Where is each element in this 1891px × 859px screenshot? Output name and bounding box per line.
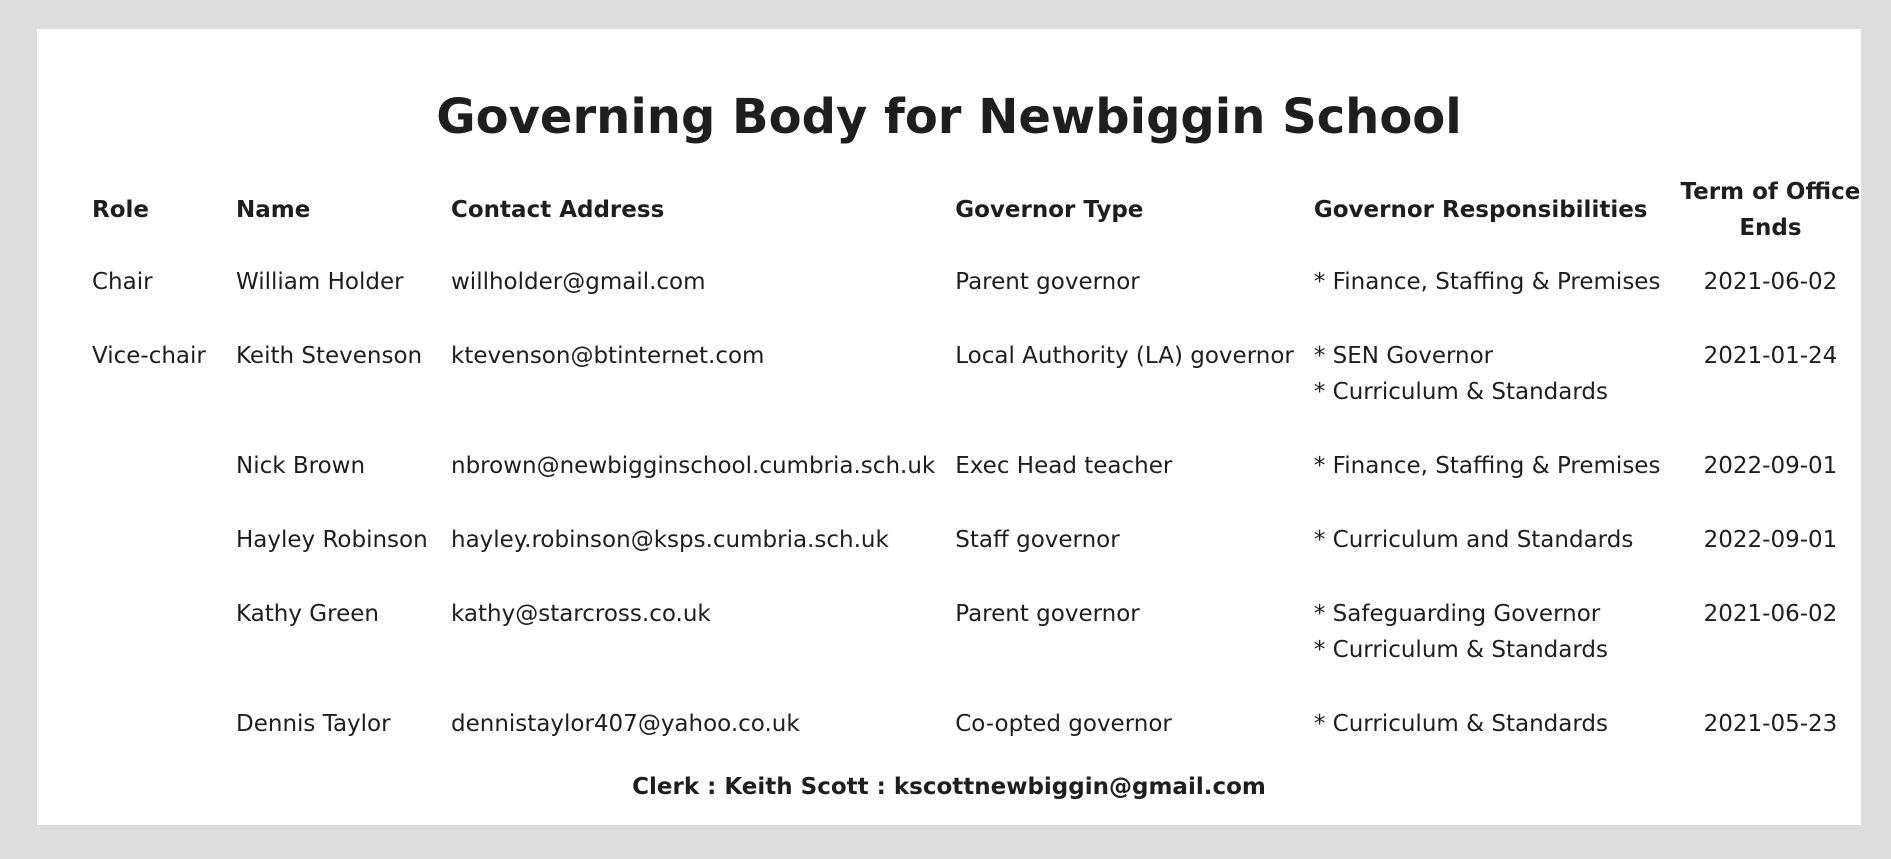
responsibility-item: * Finance, Staffing & Premises (1313, 269, 1661, 295)
page-title: Governing Body for Newbiggin School (436, 89, 1462, 145)
table-row (92, 522, 1860, 596)
cell-contact-address: willholder@gmail.com (451, 269, 706, 295)
cell-role (92, 522, 236, 596)
cell-term-of-office-ends: 2022-09-01 (1703, 527, 1838, 553)
responsibility-item: * Curriculum and Standards (1313, 527, 1634, 553)
cell-name: Keith Stevenson (236, 343, 423, 369)
responsibility-item: * SEN Governor (1313, 343, 1494, 369)
responsibility-item: * Curriculum & Standards (1313, 637, 1608, 663)
cell-name: Kathy Green (236, 601, 379, 627)
cell-governor-type: Parent governor (955, 601, 1140, 627)
cell-term-of-office-ends: 2021-06-02 (1703, 269, 1838, 295)
cell-name: Dennis Taylor (236, 711, 391, 737)
cell-role: Chair (92, 269, 153, 295)
responsibility-item: * Curriculum & Standards (1313, 711, 1608, 737)
responsibility-item: * Safeguarding Governor (1313, 601, 1601, 627)
header-name: Name (236, 197, 311, 223)
header-contact-address: Contact Address (451, 197, 665, 223)
cell-governor-type: Local Authority (LA) governor (955, 343, 1294, 369)
cell-name: Hayley Robinson (236, 527, 428, 553)
cell-governor-responsibilities (1314, 596, 1681, 706)
cell-name: Nick Brown (236, 453, 366, 479)
cell-term-of-office-ends: 2021-05-23 (1703, 711, 1838, 737)
table-row (92, 338, 1860, 448)
cell-term-of-office-ends: 2021-06-02 (1703, 601, 1838, 627)
cell-governor-responsibilities (1314, 338, 1681, 448)
table-row (92, 264, 1860, 338)
table-row (92, 596, 1860, 706)
header-role: Role (92, 197, 149, 223)
responsibility-item: * Finance, Staffing & Premises (1313, 453, 1661, 479)
header-governor-responsibilities: Governor Responsibilities (1313, 197, 1648, 223)
table-row (92, 448, 1860, 522)
cell-role (92, 448, 236, 522)
header-governor-type: Governor Type (955, 197, 1144, 223)
cell-term-of-office-ends: 2022-09-01 (1703, 453, 1838, 479)
cell-governor-responsibilities (1314, 264, 1681, 338)
cell-contact-address: kathy@starcross.co.uk (451, 601, 711, 627)
cell-name: William Holder (236, 269, 404, 295)
responsibility-item: * Curriculum & Standards (1313, 379, 1608, 405)
cell-governor-type: Co-opted governor (955, 711, 1172, 737)
cell-role: Vice-chair (92, 343, 206, 369)
cell-governor-responsibilities (1314, 522, 1681, 596)
clerk-contact: Clerk : Keith Scott : kscottnewbiggin@gmail.com (632, 774, 1266, 800)
cell-contact-address: hayley.robinson@ksps.cumbria.sch.uk (451, 527, 889, 553)
cell-governor-responsibilities (1314, 448, 1681, 522)
cell-role (92, 596, 236, 706)
governing-body-card (37, 29, 1861, 825)
cell-governor-type: Parent governor (955, 269, 1140, 295)
cell-governor-type: Staff governor (955, 527, 1120, 553)
governors-table (92, 174, 1860, 780)
cell-governor-type: Exec Head teacher (955, 453, 1173, 479)
cell-contact-address: nbrown@newbigginschool.cumbria.sch.uk (451, 453, 936, 479)
table-body (92, 246, 1860, 780)
header-term-of-office-ends: Term of Office Ends (1680, 179, 1861, 241)
cell-term-of-office-ends: 2021-01-24 (1703, 343, 1838, 369)
cell-contact-address: ktevenson@btinternet.com (451, 343, 765, 369)
table-header-row (92, 174, 1860, 246)
cell-contact-address: dennistaylor407@yahoo.co.uk (451, 711, 800, 737)
